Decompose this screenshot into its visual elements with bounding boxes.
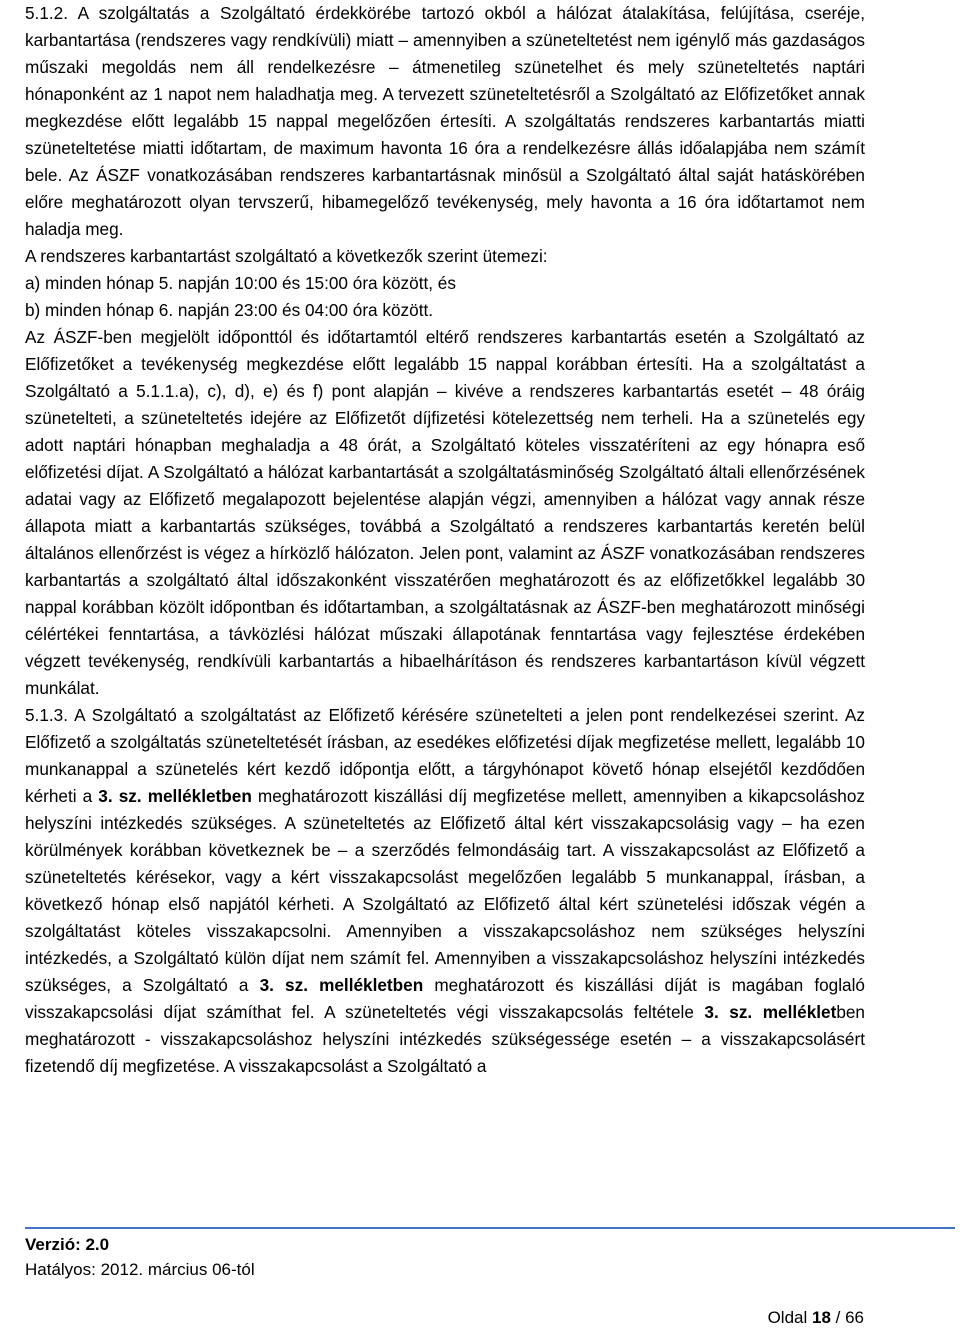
text-run: ben meghatározott - visszakapcsoláshoz helyszíni intézkedés szükségessége esetén – a visszakapcsolásért fizetendő díj megfizetése. A visszakapcsolást a Szolgáltató a	[25, 1002, 865, 1076]
paragraph-p6	[25, 702, 865, 1080]
page-current: 18	[811, 1308, 831, 1327]
bold-reference: 3. sz. mellékletben	[98, 786, 252, 806]
paragraph-p4	[25, 297, 865, 324]
paragraph-p5	[25, 324, 865, 702]
text-run: a) minden hónap 5. napján 10:00 és 15:00 óra között, és	[25, 273, 456, 293]
text-run: meghatározott kiszállási díj megfizetése mellett, amennyiben a kikapcsoláshoz helyszíni intézkedés szükséges. A szüneteltetés az Előfizető által kért visszakapcsolásig vagy – ha ezen körülmények korábban következnek be – a szerződés felmondásáig tart. A visszakapcsolást az Előfizető a szüneteltetés kérésekor, vagy a kért visszakapcsolást megelőzően legalább 5 munkanappal, írásban, a következő hónap első napjától kérheti. A Szolgáltató az Előfizető által kért szünetelési időszak végén a szolgáltatást köteles visszakapcsolni. Amennyiben a visszakapcsoláshoz nem szükséges helyszíni intézkedés, a Szolgáltató külön díjat nem számít fel. Amennyiben a visszakapcsoláshoz helyszíni intézkedés szükséges, a Szolgáltató a	[25, 786, 865, 995]
text-run: 5.1.2. A szolgáltatás a Szolgáltató érdekkörébe tartozó okból a hálózat átalakítása, felújítása, cseréje, karbantartása (rendszeres vagy rendkívüli) miatt – amennyiben a szüneteltetést nem igénylő más gazdaságos műszaki megoldás nem áll rendelkezésre – átmenetileg szünetelhet és mely szüneteltetés naptári hónaponként az 1 napot nem haladhatja meg. A tervezett szüneteltetésről a Szolgáltató az Előfizetőket annak megkezdése előtt legalább 15 nappal megelőzően értesíti. A szolgáltatás rendszeres karbantartás miatti szüneteltetése miatti időtartam, de maximum havonta 16 óra a rendelkezésre állás időalapjába nem számít bele. Az ÁSZF vonatkozásában rendszeres karbantartásnak minősül a Szolgáltató által saját hatáskörében előre meghatározott olyan tervszerű, hibamegelőző tevékenység, mely havonta a 16 óra időtartamot nem haladja meg.	[25, 3, 865, 239]
paragraph-p2	[25, 243, 865, 270]
bold-reference: 3. sz. mellékletben	[259, 975, 424, 995]
text-run: meghatározott és kiszállási díját is magában foglaló visszakapcsolási díjat számíthat fel. A szüneteltetés végi visszakapcsolás feltétele	[25, 975, 865, 1022]
text-run: 5.1.3. A Szolgáltató a szolgáltatást az Előfizető kérésére szünetelteti a jelen pont rendelkezései szerint. Az Előfizető a szolgáltatás szüneteltetését írásban, az esedékes előfizetési díjak megfizetése mellett, legalább 10 munkanappal a szünetelés kért kezdő időpontja előtt, a tárgyhónapot követő hónap elsejétől kezdődően kérheti a	[25, 705, 865, 806]
text-run: Az ÁSZF-ben megjelölt időponttól és időtartamtól eltérő rendszeres karbantartás esetén a Szolgáltató az Előfizetőket a tevékenység megkezdése előtt legalább 15 nappal korábban értesíti. Ha a szolgáltatást a Szolgáltató a 5.1.1.a), c), d), e) és f) pont alapján – kivéve a rendszeres karbantartás esetét – 48 óráig szünetelteti, a szüneteltetés idejére az Előfizetőt díjfizetési kötelezettség nem terheli. Ha a szünetelés egy adott naptári hónapban meghaladja a 48 órát, a Szolgáltató köteles visszatéríteni az egy hónapra eső előfizetési díjat. A Szolgáltató a hálózat karbantartását a szolgáltatásminőség Szolgáltató általi ellenőrzésének adatai vagy az Előfizető megalapozott bejelentése alapján végzi, amennyiben a hálózat vagy annak része állapota miatt a karbantartás szükséges, továbbá a Szolgáltató a rendszeres karbantartás keretén belül általános ellenőrzést is végez a hírközlő hálózaton. Jelen pont, valamint az ÁSZF vonatkozásában rendszeres karbantartás a szolgáltató által időszakonként visszatérően meghatározott és az előfizetőkkel legalább 30 nappal korábban közölt időpontban és időtartamban, a szolgáltatásnak az ÁSZF-ben meghatározott minőségi célértékei fenntartása, a távközlési hálózat műszaki állapotának fenntartása vagy fejlesztése érdekében végzett tevékenység, rendkívüli karbantartás a hibaelhárításon és rendszeres karbantartáson kívül végzett munkálat.	[25, 327, 865, 698]
bold-reference: 3. sz. melléklet	[704, 1002, 837, 1022]
footer-effective-date: Hatályos: 2012. március 06-tól	[25, 1260, 255, 1279]
paragraph-p3	[25, 270, 865, 297]
footer-page-number	[768, 1306, 864, 1330]
paragraph-p1	[25, 0, 865, 243]
document-body	[25, 0, 865, 1080]
footer-version: Verzió: 2.0	[25, 1235, 110, 1254]
footer-divider	[25, 1227, 955, 1229]
text-run: A rendszeres karbantartást szolgáltató a következők szerint ütemezi:	[25, 246, 548, 266]
document-page	[25, 0, 865, 1080]
page-label: Oldal	[767, 1308, 808, 1327]
text-run: b) minden hónap 6. napján 23:00 és 04:00 óra között.	[25, 300, 434, 320]
page-total: 66	[845, 1308, 864, 1327]
page-separator: /	[830, 1308, 846, 1327]
